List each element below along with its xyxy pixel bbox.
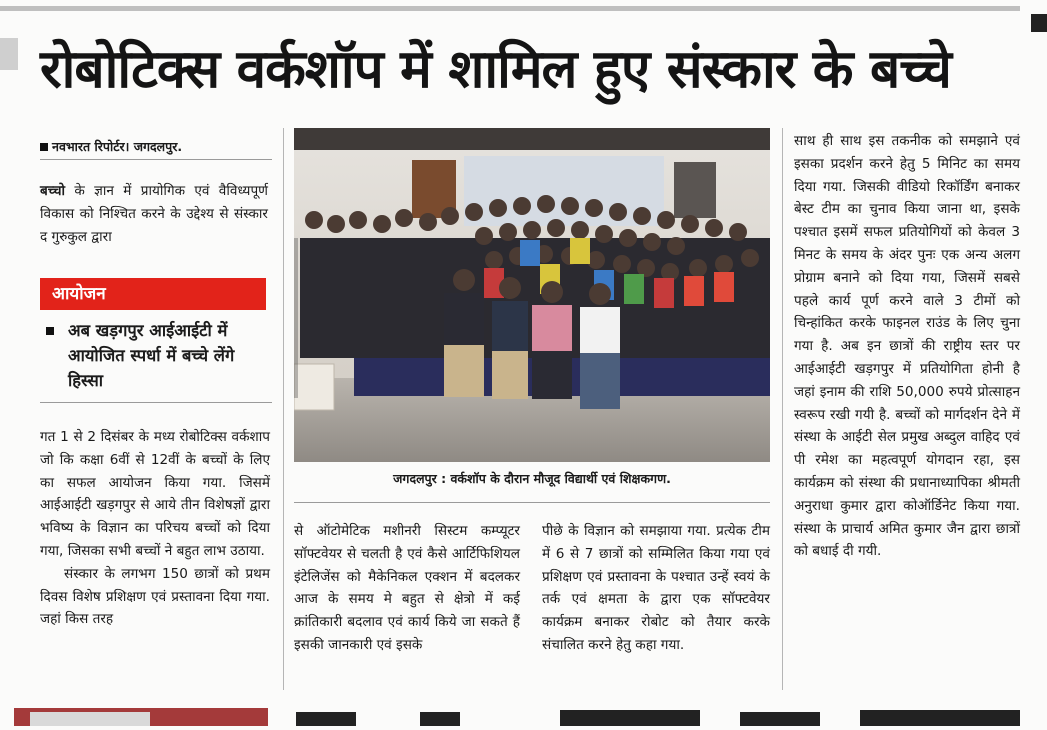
column-3-paragraph: पीछे के विज्ञान को समझाया गया. प्रत्येक टीम में 6 से 7 छात्रों को सम्मिलित किया गया एवं प्रशिक्षण एवं प्रस्तावना के पश्चात उन्हें स्वयं के तर्क एवं क्षमता के द्वारा एक सॉफ्टवेयर कार्यक्रम बनाकर रोबोट को तैयार करके संचालित करने हेतु कहा गया.: [542, 523, 770, 653]
intro-text: के ज्ञान में प्रायोगिक एवं वैविध्यपूर्ण विकास को निश्चित करने के उद्देश्य से संस्कार द गुरुकुल द्वारा: [40, 183, 268, 245]
column-1-paragraph: संस्कार के लगभग 150 छात्रों को प्रथम दिवस विशेष प्रशिक्षण एवं प्रस्तावना दिया गया. जहां किस तरह: [40, 565, 270, 628]
photo-caption: जगदलपुर : वर्कशॉप के दौरान मौजूद विद्यार्थी एवं शिक्षकगण.: [393, 471, 671, 486]
next-article-fragment: [0, 700, 1047, 726]
column-2: [294, 520, 520, 657]
column-divider: [283, 128, 284, 690]
column-1-paragraph: गत 1 से 2 दिसंबर के मध्य रोबोटिक्स वर्कशाप जो कि कक्षा 6वीं से 12वीं के बच्चों के लिए का सफल आयोजन किया गया. जिसमें आईआईटी खड़गपुर से आये तीन विशेषज्ञों द्वारा भविष्य के विज्ञान का परिचय बच्चों को दिया गया, जिसका सभी बच्चों ने बहुत लाभ उठाया.: [40, 429, 270, 559]
column-4-paragraph: साथ ही साथ इस तकनीक को समझाने एवं इसका प्रदर्शन करने हेतु 5 मिनिट का समय दिया गया. जिसकी वीडियो रिकॉर्डिंग बनाकर बेस्ट टीम का चुनाव किया जाना था, इसके पश्चात इसमें सफल प्रतियोगियों को केवल 3 मिनट के समय के अंदर पुनः एक अन्य अलग प्रोग्राम बनाने को दिया गया, जिसमें सबसे पहले कार्य पूर्ण करने वाले 3 टीमों को चिन्हांकित करके फाइनल राउंड के लिए चुना गया है. अब इन छात्रों की राष्ट्रीय स्तर पर आईआईटी खड़गपुर में प्रतियोगिता होनी है जहां इनाम की राशि 50,000 रुपये प्रोत्साहन स्वरूप रखी गयी है. बच्चों को मार्गदर्शन देने में संस्था के आईटी सेल प्रमुख अब्दुल वाहिद एवं पी रमेश का महत्वपूर्ण योगदान रहा, इस कार्यक्रम को संस्था की प्रधानाध्यापिका श्रीमती अनुराधा कुमार द्वारा कोऑर्डिनेट किया गया. संस्था के प्राचार्य अमित कुमार जैन द्वारा छात्रों को बधाई दी गयी.: [794, 133, 1020, 560]
headline: रोबोटिक्स वर्कशॉप में शामिल हुए संस्कार के बच्चे: [40, 39, 951, 100]
byline-text: नवभारत रिपोर्टर। जगदलपुर.: [52, 139, 183, 154]
intro-paragraph: [40, 180, 268, 248]
group-photo-illustration: [294, 128, 770, 462]
section-tag: आयोजन: [40, 278, 266, 310]
highlight-bullet: [40, 318, 272, 393]
column-4: [794, 130, 1020, 563]
byline-square-icon: [40, 143, 48, 151]
top-rule: [0, 6, 1020, 11]
byline: [40, 138, 272, 160]
column-1: [40, 426, 270, 631]
column-2-paragraph: से ऑटोमेटिक मशीनरी सिस्टम कम्प्यूटर सॉफ्टवेयर से चलती है एवं कैसे आर्टिफिशियल इंटेलिजेंस को मैकेनिकल एक्शन में बदलकर आज के समय मे बहुत से क्षेत्रो में कई क्रांतिकारी बदलाव एवं कार्य किये जा सकते हैं इसकी जानकारी एवं इसके: [294, 523, 520, 653]
left-margin-marker: [0, 38, 18, 70]
column-3: [542, 520, 770, 657]
next-article-illustration: [0, 700, 1047, 726]
caption-rule: [294, 502, 770, 503]
group-photo: [294, 128, 770, 462]
column-divider: [782, 128, 783, 690]
intro-lead-word: बच्चो: [40, 183, 66, 199]
bullet-square-icon: [46, 327, 54, 335]
adjacent-article-fragment: [1031, 14, 1047, 32]
bullet-text: अब खड़गपुर आईआईटी में आयोजित स्पर्धा में बच्चे लेंगे हिस्सा: [68, 321, 235, 390]
bullet-separator: [40, 402, 272, 403]
